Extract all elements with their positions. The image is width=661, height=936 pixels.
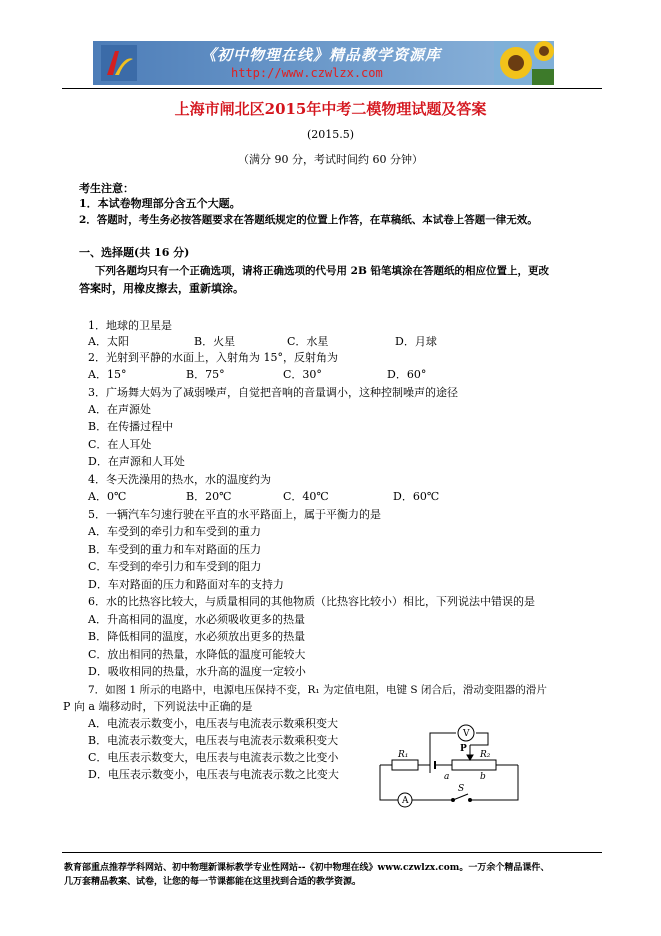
question-stem: 3．广场舞大妈为了减弱噪声，自觉把音响的音量调小，这种控制噪声的途径	[88, 386, 458, 399]
question-stem: 4．冬天洗澡用的热水，水的温度约为	[88, 473, 271, 486]
circuit-diagram	[370, 715, 530, 815]
label-p: P	[460, 744, 467, 754]
option: D．月球	[395, 335, 437, 348]
banner-title: 《初中物理在线》精品教学资源库	[201, 46, 442, 64]
question-stem: 7．如图 1 所示的电路中，电源电压保持不变，R₁ 为定值电阻，电键 S 闭合后，滑动变阻器的滑片	[88, 684, 547, 696]
option: B．车受到的重力和车对路面的压力	[88, 543, 262, 556]
section-instruction: 答案时，用橡皮擦去，重新填涂。	[79, 282, 244, 295]
option: D．在声源和人耳处	[88, 455, 185, 468]
option: C．40℃	[283, 490, 329, 503]
question-stem: 1．地球的卫星是	[88, 319, 172, 332]
label-a: a	[444, 772, 450, 782]
option: A．0℃	[88, 490, 127, 503]
footer	[64, 861, 549, 889]
option: B．在传播过程中	[88, 420, 174, 433]
option: D．车对路面的压力和路面对车的支持力	[88, 578, 284, 591]
option: A．升高相同的温度，水必须吸收更多的热量	[88, 613, 305, 626]
label-v: V	[463, 729, 470, 739]
footer-line: 教育部重点推荐学科网站、初中物理新课标教学专业性网站--《初中物理在线》www.czwlzx.com。一万余个精品课件、	[64, 863, 550, 873]
label-ammeter: A	[402, 796, 409, 806]
resistor-r1	[392, 760, 418, 770]
header-rule	[62, 88, 602, 89]
label-s: S	[458, 784, 465, 794]
score-note: （满分 90 分，考试时间约 60 分钟）	[238, 153, 423, 166]
footer-rule	[62, 852, 602, 853]
option: B．电流表示数变大，电压表与电流表示数乘积变大	[88, 734, 339, 747]
option: C．30°	[283, 368, 322, 381]
option: D．60°	[387, 368, 427, 381]
option: A．15°	[88, 368, 127, 381]
option: D．电压表示数变小，电压表与电流表示数之比变大	[88, 768, 339, 781]
notice-item: 1．本试卷物理部分含五个大题。	[79, 197, 241, 210]
option: D．吸收相同的热量，水升高的温度一定较小	[88, 665, 306, 678]
option: A．电流表示数变小，电压表与电流表示数乘积变大	[88, 717, 338, 730]
option: A．太阳	[88, 335, 129, 348]
page-title: 上海市闸北区2015年中考二模物理试题及答案	[174, 100, 487, 118]
option: A．车受到的牵引力和车受到的重力	[88, 525, 261, 538]
option: B．火星	[194, 335, 236, 348]
section-heading: 一、选择题(共 16 分)	[79, 246, 190, 259]
option: B．20℃	[186, 490, 232, 503]
rheostat-r2	[452, 760, 496, 770]
site-banner	[93, 41, 554, 85]
option: C．水星	[287, 335, 329, 348]
option: D．60℃	[393, 490, 440, 503]
option: B．降低相同的温度，水必须放出更多的热量	[88, 630, 306, 643]
question-stem-continued: P 向 a 端移动时，下列说法中正确的是	[63, 700, 253, 713]
option: C．在人耳处	[88, 438, 152, 451]
footer-line: 几万套精品教案、试卷，让您的每一节课都能在这里找到合适的教学资源。	[64, 877, 362, 887]
option: C．电压表示数变大，电压表与电流表示数之比变小	[88, 751, 339, 764]
question-stem: 5．一辆汽车匀速行驶在平直的水平路面上，属于平衡力的是	[88, 508, 381, 521]
question-stem: 6．水的比热容比较大，与质量相同的其他物质（比热容比较小）相比，下列说法中错误的是	[88, 595, 535, 608]
notice-heading: 考生注意：	[79, 182, 134, 195]
option: B．75°	[186, 368, 225, 381]
option: A．在声源处	[88, 403, 151, 416]
label-r1: R₁	[398, 750, 409, 760]
label-r2: R₂	[480, 750, 491, 760]
site-logo-icon	[101, 45, 137, 81]
option: C．放出相同的热量，水降低的温度可能较大	[88, 648, 306, 661]
label-b: b	[480, 772, 486, 782]
exam-date: (2015.5)	[306, 128, 355, 141]
section-instruction: 下列各题均只有一个正确选项，请将正确选项的代号用 2B 铅笔填涂在答题纸的相应位置上，更改	[95, 265, 549, 277]
banner-url[interactable]: http://www.czwlzx.com	[231, 66, 383, 80]
option: C．车受到的牵引力和车受到的阻力	[88, 560, 262, 573]
sunflower-icon	[494, 41, 554, 85]
notice-item: 2．答题时，考生务必按答题要求在答题纸规定的位置上作答，在草稿纸、本试卷上答题一律无效。	[79, 214, 538, 226]
question-stem: 2．光射到平静的水面上，入射角为 15°，反射角为	[88, 351, 338, 364]
